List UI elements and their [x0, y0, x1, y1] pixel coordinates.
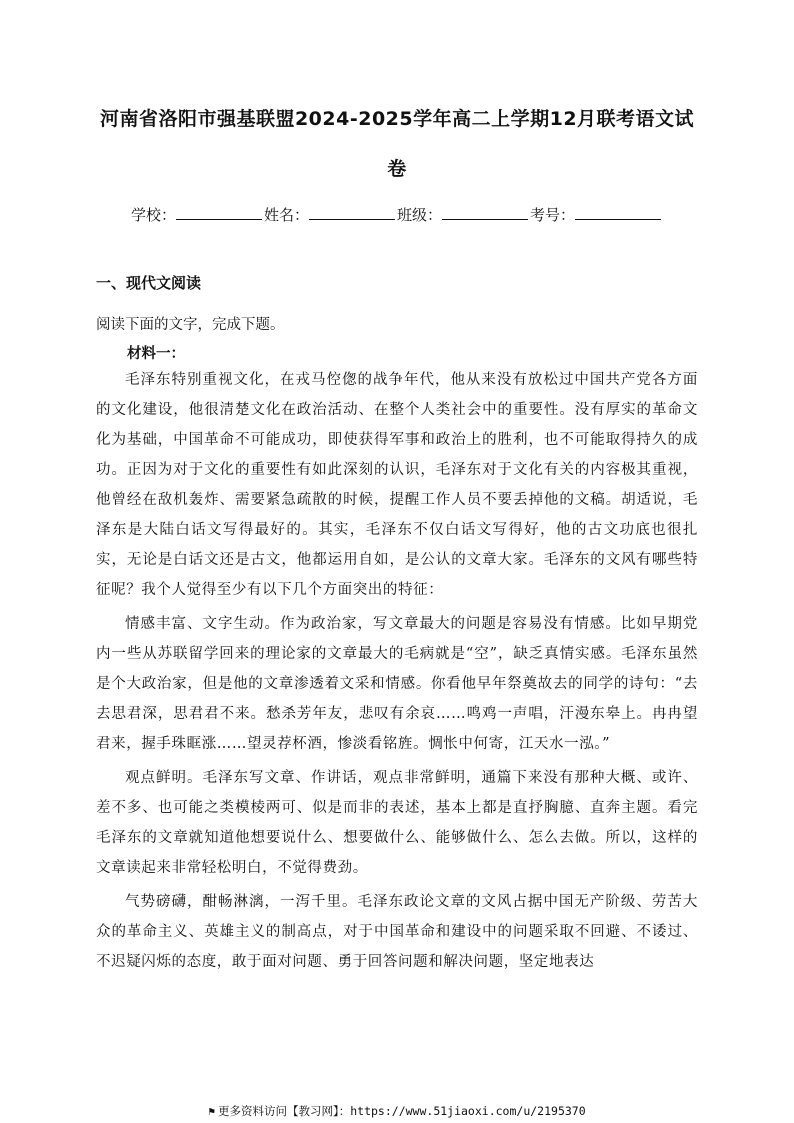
exam-title-line1: 河南省洛阳市强基联盟2024-2025学年高二上学期12月联考语文试	[99, 108, 695, 130]
footer-link[interactable]	[0, 1103, 794, 1119]
paragraph: 气势磅礴，酣畅淋漓，一泻千里。毛泽东政论文章的文风占据中国无产阶级、劳苦大众的革命主义、英雄主义的制高点，对于中国革命和建设中的问题采取不回避、不诿过、不迟疑闪烁的态度，敢于面对问题、勇于回答问题和解决问题，坚定地表达	[96, 894, 698, 970]
footer-text[interactable]: 更多资料访问【教习网】：https://www.51jiaoxi.com/u/2195370	[217, 1104, 586, 1118]
school-label: 学校：	[130, 206, 176, 224]
section-title: 一、现代文阅读	[96, 274, 202, 292]
paragraph: 观点鲜明。毛泽东写文章、作讲话，观点非常鲜明，通篇下来没有那种大概、或许、差不多、也可能之类模棱两可、似是而非的表述，基本上都是直抒胸臆、直奔主题。看完毛泽东的文章就知道他想要说什么、想要做什么、能够做什么、怎么去做。所以，这样的文章读起来非常轻松明白，不觉得费劲。	[96, 770, 698, 876]
class-label: 班级：	[397, 206, 443, 224]
material-label: 材料一：	[127, 346, 185, 362]
flag-icon: ⚑	[208, 1105, 215, 1118]
class-blank[interactable]	[442, 207, 528, 220]
paragraph: 情感丰富、文字生动。作为政治家，写文章最大的问题是容易没有情感。比如早期党内一些从苏联留学回来的理论家的文章最大的毛病就是“空”，缺乏真情实感。毛泽东虽然是个大政治家，但是他的文章渗透着文采和情感。你看他早年祭奠故去的同学的诗句：“去去思君深，思君君不来。愁杀芳年友，悲叹有余哀……鸣鸡一声唱，汗漫东皋上。冉冉望君来，握手珠眶涨……望灵荐杯酒，惨淡看铭旌。惆怅中何寄，江天水一泓。”	[96, 616, 698, 752]
name-label: 姓名：	[263, 206, 309, 224]
student-info-row	[0, 204, 794, 225]
name-blank[interactable]	[309, 207, 395, 220]
exam-no-blank[interactable]	[575, 207, 661, 220]
paragraph: 毛泽东特别重视文化，在戎马倥偬的战争年代，他从来没有放松过中国共产党各方面的文化建设，他很清楚文化在政治活动、在整个人类社会中的重要性。没有厚实的革命文化为基础，中国革命不可能成功，即使获得军事和政治上的胜利，也不可能取得持久的成功。正因为对于文化的重要性有如此深刻的认识，毛泽东对于文化有关的内容极其重视，他曾经在敌机轰炸、需要紧急疏散的时候，提醒工作人员不要丢掉他的文稿。胡适说，毛泽东是大陆白话文写得最好的。其实，毛泽东不仅白话文写得好，他的古文功底也很扎实，无论是白话文还是古文，他都运用自如，是公认的文章大家。毛泽东的文风有哪些特征呢？我个人觉得至少有以下几个方面突出的特征：	[96, 372, 698, 598]
instruction: 阅读下面的文字，完成下题。	[96, 317, 285, 333]
exam-title-line2: 卷	[387, 158, 407, 180]
school-blank[interactable]	[176, 207, 262, 220]
exam-no-label: 考号：	[530, 206, 576, 224]
reading-passage	[96, 365, 698, 977]
